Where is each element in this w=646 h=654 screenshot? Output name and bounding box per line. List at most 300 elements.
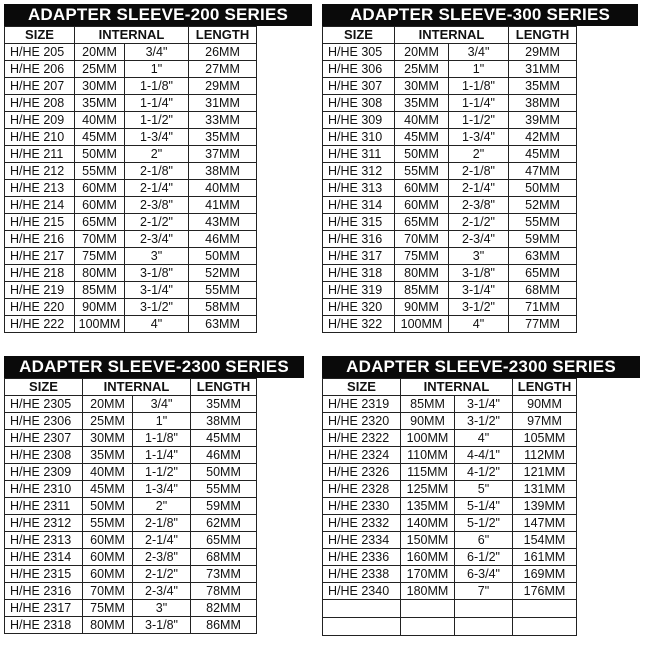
empty-row — [323, 600, 577, 618]
internal-mm-cell: 60MM — [75, 197, 125, 214]
internal-inch-cell: 2-1/4" — [449, 180, 509, 197]
table-row — [323, 464, 577, 481]
table-row — [5, 95, 257, 112]
internal-mm-cell: 50MM — [395, 146, 449, 163]
length-cell: 169MM — [513, 566, 577, 583]
size-cell: H/HE 212 — [5, 163, 75, 180]
internal-inch-cell: 2-3/8" — [133, 549, 191, 566]
internal-inch-cell: 6-3/4" — [455, 566, 513, 583]
size-cell: H/HE 320 — [323, 299, 395, 316]
internal-inch-cell: 1" — [133, 413, 191, 430]
table-row — [323, 430, 577, 447]
internal-inch-cell: 2-1/4" — [133, 532, 191, 549]
table-title: ADAPTER SLEEVE-200 SERIES — [4, 4, 312, 26]
length-cell: 45MM — [191, 430, 257, 447]
table-row — [5, 248, 257, 265]
internal-mm-cell: 40MM — [395, 112, 449, 129]
internal-inch-cell: 6" — [455, 532, 513, 549]
size-cell: H/HE 2320 — [323, 413, 401, 430]
table-row — [323, 163, 577, 180]
internal-mm-cell: 100MM — [401, 430, 455, 447]
internal-inch-cell: 4" — [125, 316, 189, 333]
table-row — [323, 95, 577, 112]
internal-inch-cell: 3-1/8" — [125, 265, 189, 282]
length-cell: 59MM — [509, 231, 577, 248]
internal-mm-cell: 70MM — [395, 231, 449, 248]
internal-inch-cell: 5-1/4" — [455, 498, 513, 515]
length-cell: 50MM — [191, 464, 257, 481]
empty-cell — [323, 600, 401, 618]
table-row — [5, 44, 257, 61]
table-row — [323, 413, 577, 430]
table-row — [323, 447, 577, 464]
size-cell: H/HE 2332 — [323, 515, 401, 532]
length-cell: 55MM — [189, 282, 257, 299]
size-cell: H/HE 2338 — [323, 566, 401, 583]
table-row — [323, 396, 577, 413]
spec-table — [4, 378, 257, 634]
internal-mm-cell: 20MM — [75, 44, 125, 61]
internal-inch-cell: 2" — [125, 146, 189, 163]
size-cell: H/HE 2307 — [5, 430, 83, 447]
internal-mm-cell: 85MM — [401, 396, 455, 413]
size-cell: H/HE 2317 — [5, 600, 83, 617]
table-row — [5, 447, 257, 464]
size-cell: H/HE 306 — [323, 61, 395, 78]
size-cell: H/HE 319 — [323, 282, 395, 299]
adapter-sleeve-2300-table-left — [4, 356, 304, 634]
size-cell: H/HE 313 — [323, 180, 395, 197]
internal-mm-cell: 50MM — [75, 146, 125, 163]
internal-inch-cell: 1-1/8" — [133, 430, 191, 447]
length-cell: 105MM — [513, 430, 577, 447]
internal-inch-cell: 3" — [133, 600, 191, 617]
internal-inch-cell: 3" — [449, 248, 509, 265]
length-cell: 112MM — [513, 447, 577, 464]
length-cell: 77MM — [509, 316, 577, 333]
table-row — [5, 498, 257, 515]
internal-inch-cell: 4" — [455, 430, 513, 447]
empty-cell — [401, 600, 455, 618]
internal-inch-cell: 2-1/2" — [125, 214, 189, 231]
empty-cell — [513, 600, 577, 618]
length-cell: 147MM — [513, 515, 577, 532]
internal-mm-cell: 55MM — [83, 515, 133, 532]
length-cell: 50MM — [509, 180, 577, 197]
size-cell: H/HE 218 — [5, 265, 75, 282]
internal-inch-cell: 3/4" — [449, 44, 509, 61]
header-row — [5, 379, 257, 396]
internal-inch-cell: 3-1/4" — [449, 282, 509, 299]
internal-mm-cell: 45MM — [395, 129, 449, 146]
adapter-sleeve-300-table — [322, 4, 638, 333]
size-cell: H/HE 214 — [5, 197, 75, 214]
size-cell: H/HE 2328 — [323, 481, 401, 498]
table-row — [5, 146, 257, 163]
table-row — [5, 413, 257, 430]
internal-header: INTERNAL — [401, 379, 513, 396]
size-cell: H/HE 2311 — [5, 498, 83, 515]
internal-inch-cell: 1" — [125, 61, 189, 78]
internal-inch-cell: 4-4/1" — [455, 447, 513, 464]
internal-inch-cell: 1-1/4" — [125, 95, 189, 112]
size-cell: H/HE 316 — [323, 231, 395, 248]
length-cell: 46MM — [189, 231, 257, 248]
size-cell: H/HE 314 — [323, 197, 395, 214]
size-cell: H/HE 217 — [5, 248, 75, 265]
table-row — [323, 44, 577, 61]
size-header: SIZE — [5, 27, 75, 44]
internal-mm-cell: 40MM — [83, 464, 133, 481]
length-cell: 50MM — [189, 248, 257, 265]
length-cell: 31MM — [189, 95, 257, 112]
length-cell: 62MM — [191, 515, 257, 532]
length-cell: 31MM — [509, 61, 577, 78]
table-row — [323, 566, 577, 583]
table-row — [5, 430, 257, 447]
internal-inch-cell: 3-1/8" — [449, 265, 509, 282]
internal-inch-cell: 2-3/4" — [133, 583, 191, 600]
spec-table — [322, 26, 577, 333]
table-row — [5, 129, 257, 146]
internal-inch-cell: 3-1/2" — [449, 299, 509, 316]
size-cell: H/HE 215 — [5, 214, 75, 231]
length-cell: 121MM — [513, 464, 577, 481]
table-row — [5, 600, 257, 617]
spec-table — [4, 26, 257, 333]
table-row — [323, 112, 577, 129]
length-cell: 68MM — [509, 282, 577, 299]
table-row — [5, 464, 257, 481]
size-cell: H/HE 2324 — [323, 447, 401, 464]
table-row — [323, 481, 577, 498]
length-cell: 65MM — [509, 265, 577, 282]
length-cell: 65MM — [191, 532, 257, 549]
size-cell: H/HE 2315 — [5, 566, 83, 583]
size-cell: H/HE 206 — [5, 61, 75, 78]
length-cell: 47MM — [509, 163, 577, 180]
internal-mm-cell: 170MM — [401, 566, 455, 583]
table-row — [323, 265, 577, 282]
internal-inch-cell: 2-1/2" — [449, 214, 509, 231]
size-cell: H/HE 2314 — [5, 549, 83, 566]
internal-inch-cell: 3-1/2" — [125, 299, 189, 316]
length-header: LENGTH — [191, 379, 257, 396]
table-row — [5, 197, 257, 214]
table-row — [5, 163, 257, 180]
internal-inch-cell: 3-1/2" — [455, 413, 513, 430]
table-row — [323, 549, 577, 566]
table-row — [5, 231, 257, 248]
internal-mm-cell: 60MM — [395, 197, 449, 214]
length-cell: 55MM — [191, 481, 257, 498]
internal-mm-cell: 35MM — [75, 95, 125, 112]
internal-mm-cell: 45MM — [75, 129, 125, 146]
internal-inch-cell: 3-1/4" — [125, 282, 189, 299]
internal-mm-cell: 110MM — [401, 447, 455, 464]
size-cell: H/HE 2312 — [5, 515, 83, 532]
table-row — [323, 61, 577, 78]
length-cell: 63MM — [509, 248, 577, 265]
length-cell: 63MM — [189, 316, 257, 333]
length-cell: 73MM — [191, 566, 257, 583]
internal-mm-cell: 180MM — [401, 583, 455, 600]
table-row — [5, 61, 257, 78]
table-title: ADAPTER SLEEVE-300 SERIES — [322, 4, 638, 26]
size-cell: H/HE 210 — [5, 129, 75, 146]
size-cell: H/HE 205 — [5, 44, 75, 61]
length-header: LENGTH — [513, 379, 577, 396]
size-cell: H/HE 307 — [323, 78, 395, 95]
empty-cell — [323, 618, 401, 636]
length-cell: 90MM — [513, 396, 577, 413]
length-cell: 29MM — [509, 44, 577, 61]
internal-mm-cell: 55MM — [395, 163, 449, 180]
internal-inch-cell: 3-1/4" — [455, 396, 513, 413]
table-row — [323, 146, 577, 163]
size-cell: H/HE 2336 — [323, 549, 401, 566]
table-row — [323, 299, 577, 316]
internal-header: INTERNAL — [395, 27, 509, 44]
length-cell: 43MM — [189, 214, 257, 231]
internal-inch-cell: 1" — [449, 61, 509, 78]
internal-inch-cell: 3-1/8" — [133, 617, 191, 634]
size-cell: H/HE 2308 — [5, 447, 83, 464]
table-row — [5, 112, 257, 129]
length-cell: 41MM — [189, 197, 257, 214]
internal-mm-cell: 75MM — [83, 600, 133, 617]
length-cell: 26MM — [189, 44, 257, 61]
internal-inch-cell: 2-1/2" — [133, 566, 191, 583]
internal-mm-cell: 25MM — [75, 61, 125, 78]
internal-mm-cell: 90MM — [395, 299, 449, 316]
internal-mm-cell: 40MM — [75, 112, 125, 129]
table-row — [323, 515, 577, 532]
size-cell: H/HE 211 — [5, 146, 75, 163]
table-title: ADAPTER SLEEVE-2300 SERIES — [322, 356, 640, 378]
internal-mm-cell: 80MM — [395, 265, 449, 282]
length-cell: 71MM — [509, 299, 577, 316]
table-row — [5, 316, 257, 333]
table-row — [323, 214, 577, 231]
size-cell: H/HE 2309 — [5, 464, 83, 481]
length-cell: 39MM — [509, 112, 577, 129]
empty-cell — [513, 618, 577, 636]
size-cell: H/HE 322 — [323, 316, 395, 333]
internal-mm-cell: 65MM — [75, 214, 125, 231]
internal-inch-cell: 2-1/8" — [449, 163, 509, 180]
size-cell: H/HE 2319 — [323, 396, 401, 413]
internal-mm-cell: 60MM — [75, 180, 125, 197]
length-cell: 35MM — [509, 78, 577, 95]
table-row — [323, 316, 577, 333]
table-row — [323, 180, 577, 197]
internal-mm-cell: 75MM — [395, 248, 449, 265]
size-cell: H/HE 315 — [323, 214, 395, 231]
internal-mm-cell: 115MM — [401, 464, 455, 481]
length-cell: 52MM — [189, 265, 257, 282]
length-cell: 46MM — [191, 447, 257, 464]
size-cell: H/HE 2316 — [5, 583, 83, 600]
length-cell: 38MM — [189, 163, 257, 180]
size-cell: H/HE 2330 — [323, 498, 401, 515]
size-header: SIZE — [5, 379, 83, 396]
internal-inch-cell: 1-1/8" — [449, 78, 509, 95]
internal-inch-cell: 1-1/4" — [449, 95, 509, 112]
table-row — [323, 231, 577, 248]
size-cell: H/HE 311 — [323, 146, 395, 163]
table-row — [5, 265, 257, 282]
size-cell: H/HE 207 — [5, 78, 75, 95]
internal-inch-cell: 1-3/4" — [449, 129, 509, 146]
internal-mm-cell: 35MM — [83, 447, 133, 464]
table-row — [5, 299, 257, 316]
internal-mm-cell: 45MM — [83, 481, 133, 498]
length-cell: 82MM — [191, 600, 257, 617]
internal-inch-cell: 5-1/2" — [455, 515, 513, 532]
table-row — [5, 214, 257, 231]
length-cell: 27MM — [189, 61, 257, 78]
table-row — [5, 180, 257, 197]
internal-mm-cell: 20MM — [395, 44, 449, 61]
length-header: LENGTH — [189, 27, 257, 44]
internal-mm-cell: 150MM — [401, 532, 455, 549]
internal-mm-cell: 140MM — [401, 515, 455, 532]
header-row — [5, 27, 257, 44]
internal-inch-cell: 2-1/8" — [125, 163, 189, 180]
table-row — [323, 282, 577, 299]
size-cell: H/HE 2306 — [5, 413, 83, 430]
internal-inch-cell: 2-1/4" — [125, 180, 189, 197]
internal-mm-cell: 60MM — [83, 566, 133, 583]
size-header: SIZE — [323, 379, 401, 396]
adapter-sleeve-2300-table-right — [322, 356, 640, 636]
length-cell: 131MM — [513, 481, 577, 498]
internal-mm-cell: 30MM — [395, 78, 449, 95]
length-cell: 154MM — [513, 532, 577, 549]
size-cell: H/HE 220 — [5, 299, 75, 316]
length-cell: 58MM — [189, 299, 257, 316]
table-row — [323, 583, 577, 600]
table-row — [323, 197, 577, 214]
internal-mm-cell: 90MM — [401, 413, 455, 430]
internal-inch-cell: 1-1/2" — [133, 464, 191, 481]
length-cell: 78MM — [191, 583, 257, 600]
size-cell: H/HE 2340 — [323, 583, 401, 600]
table-row — [323, 498, 577, 515]
size-cell: H/HE 310 — [323, 129, 395, 146]
table-row — [5, 532, 257, 549]
length-cell: 97MM — [513, 413, 577, 430]
internal-mm-cell: 25MM — [395, 61, 449, 78]
size-cell: H/HE 2305 — [5, 396, 83, 413]
length-cell: 37MM — [189, 146, 257, 163]
internal-mm-cell: 60MM — [395, 180, 449, 197]
internal-mm-cell: 70MM — [75, 231, 125, 248]
internal-mm-cell: 20MM — [83, 396, 133, 413]
internal-header: INTERNAL — [83, 379, 191, 396]
internal-inch-cell: 6-1/2" — [455, 549, 513, 566]
size-header: SIZE — [323, 27, 395, 44]
internal-inch-cell: 1-1/4" — [133, 447, 191, 464]
length-cell: 38MM — [509, 95, 577, 112]
table-row — [323, 532, 577, 549]
table-row — [5, 282, 257, 299]
internal-inch-cell: 1-1/8" — [125, 78, 189, 95]
size-cell: H/HE 2313 — [5, 532, 83, 549]
internal-mm-cell: 80MM — [83, 617, 133, 634]
internal-mm-cell: 160MM — [401, 549, 455, 566]
length-cell: 161MM — [513, 549, 577, 566]
length-cell: 29MM — [189, 78, 257, 95]
internal-mm-cell: 125MM — [401, 481, 455, 498]
table-row — [323, 78, 577, 95]
size-cell: H/HE 2318 — [5, 617, 83, 634]
internal-mm-cell: 85MM — [75, 282, 125, 299]
table-row — [5, 396, 257, 413]
internal-inch-cell: 4-1/2" — [455, 464, 513, 481]
internal-inch-cell: 4" — [449, 316, 509, 333]
table-row — [5, 481, 257, 498]
internal-mm-cell: 25MM — [83, 413, 133, 430]
length-header: LENGTH — [509, 27, 577, 44]
internal-mm-cell: 75MM — [75, 248, 125, 265]
internal-mm-cell: 100MM — [75, 316, 125, 333]
size-cell: H/HE 222 — [5, 316, 75, 333]
internal-mm-cell: 60MM — [83, 532, 133, 549]
header-row — [323, 379, 577, 396]
internal-inch-cell: 5" — [455, 481, 513, 498]
length-cell: 45MM — [509, 146, 577, 163]
empty-cell — [401, 618, 455, 636]
internal-inch-cell: 2" — [449, 146, 509, 163]
table-row — [5, 583, 257, 600]
table-row — [5, 78, 257, 95]
empty-row — [323, 618, 577, 636]
size-cell: H/HE 2326 — [323, 464, 401, 481]
internal-inch-cell: 1-3/4" — [133, 481, 191, 498]
table-row — [5, 566, 257, 583]
internal-inch-cell: 2-1/8" — [133, 515, 191, 532]
length-cell: 139MM — [513, 498, 577, 515]
adapter-sleeve-200-table — [4, 4, 312, 333]
length-cell: 68MM — [191, 549, 257, 566]
size-cell: H/HE 2334 — [323, 532, 401, 549]
internal-inch-cell: 2-3/8" — [449, 197, 509, 214]
table-row — [323, 129, 577, 146]
internal-inch-cell: 3/4" — [125, 44, 189, 61]
internal-mm-cell: 55MM — [75, 163, 125, 180]
internal-mm-cell: 70MM — [83, 583, 133, 600]
internal-mm-cell: 100MM — [395, 316, 449, 333]
length-cell: 52MM — [509, 197, 577, 214]
length-cell: 176MM — [513, 583, 577, 600]
internal-inch-cell: 7" — [455, 583, 513, 600]
length-cell: 59MM — [191, 498, 257, 515]
internal-mm-cell: 60MM — [83, 549, 133, 566]
spec-table — [322, 378, 577, 636]
internal-inch-cell: 1-3/4" — [125, 129, 189, 146]
size-cell: H/HE 216 — [5, 231, 75, 248]
table-title: ADAPTER SLEEVE-2300 SERIES — [4, 356, 304, 378]
internal-inch-cell: 2-3/4" — [449, 231, 509, 248]
length-cell: 35MM — [191, 396, 257, 413]
length-cell: 42MM — [509, 129, 577, 146]
internal-mm-cell: 35MM — [395, 95, 449, 112]
internal-mm-cell: 90MM — [75, 299, 125, 316]
table-row — [323, 248, 577, 265]
size-cell: H/HE 309 — [323, 112, 395, 129]
